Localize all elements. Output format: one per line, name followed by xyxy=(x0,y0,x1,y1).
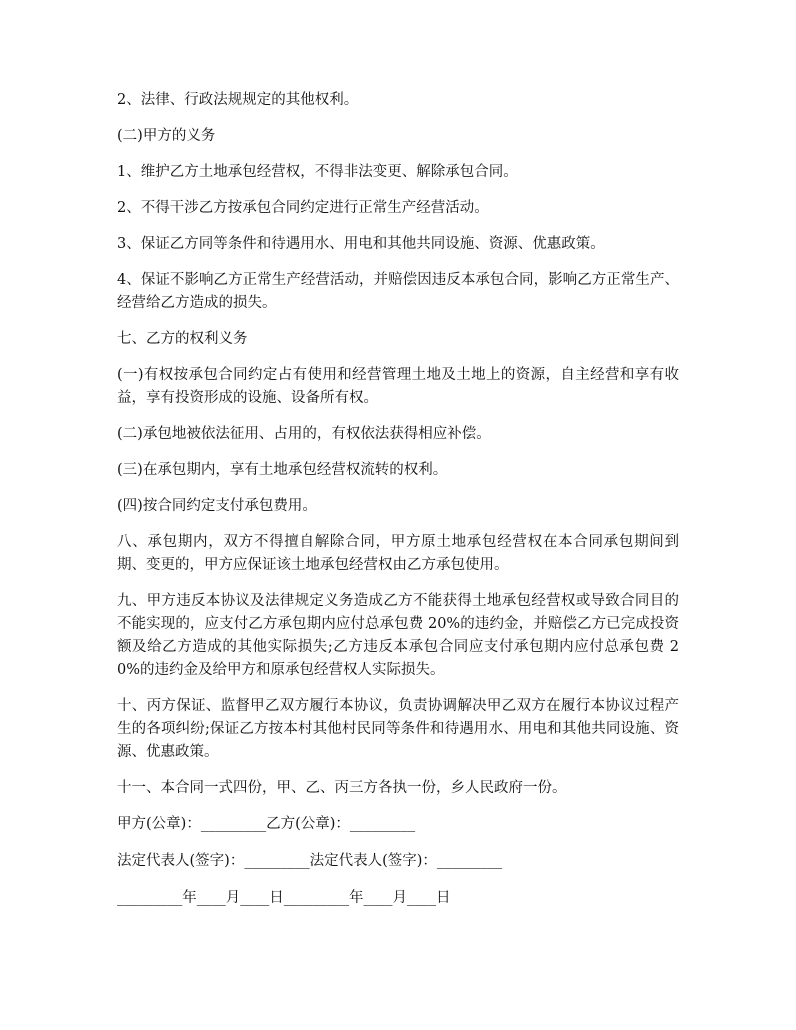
date-line: _________年____月____日_________年____月____日 xyxy=(117,890,451,906)
clause-paragraph: 4、保证不影响乙方正常生产经营活动，并赔偿因违反本承包合同，影响乙方正常生产、经营给乙方造成的损失。 xyxy=(117,272,679,311)
clause-paragraph: 2、法律、行政法规规定的其他权利。 xyxy=(117,92,359,108)
section-heading: 七、乙方的权利义务 xyxy=(117,331,248,347)
clause-paragraph: 2、不得干涉乙方按承包合同约定进行正常生产经营活动。 xyxy=(117,200,489,216)
clause-paragraph: (一)有权按承包合同约定占有使用和经营管理土地及土地上的资源，自主经营和享有收益，享有投资形成的设施、设备所有权。 xyxy=(117,367,679,406)
seal-line: 甲方(公章)：_________乙方(公章)：_________ xyxy=(117,816,416,832)
clause-paragraph: (二)承包地被依法征用、占用的，有权依法获得相应补偿。 xyxy=(117,426,491,442)
clause-heading: (二)甲方的义务 xyxy=(117,128,216,144)
clause-paragraph: (四)按合同约定支付承包费用。 xyxy=(117,498,317,514)
clause-paragraph: 1、维护乙方土地承包经营权，不得非法变更、解除承包合同。 xyxy=(117,164,518,180)
contract-body xyxy=(117,89,679,924)
section-paragraph: 十一、本合同一式四份，甲、乙、丙三方各执一份，乡人民政府一份。 xyxy=(117,780,567,796)
section-paragraph: 八、承包期内，双方不得擅自解除合同，甲方原土地承包经营权在本合同承包期间到期、变更的，甲方应保证该土地承包经营权由乙方承包使用。 xyxy=(117,534,679,573)
section-paragraph: 九、甲方违反本协议及法律规定义务造成乙方不能获得土地承包经营权或导致合同目的不能实现的，应支付乙方承包期内应付总承包费 20%的违约金，并赔偿乙方已完成投资额及给乙方造成的其他实际损失;乙方违反本承包合同应支付承包期内应付总承包费 20%的违约金及给甲方和原承包经营权人实际损失。 xyxy=(117,593,679,678)
representative-signature-line: 法定代表人(签字)：_________法定代表人(签字)：_________ xyxy=(117,853,503,869)
section-paragraph: 十、丙方保证、监督甲乙双方履行本协议，负责协调解决甲乙双方在履行本协议过程产生的各项纠纷;保证乙方按本村其他村民同等条件和待遇用水、用电和其他共同设施、资源、优惠政策。 xyxy=(117,698,679,760)
clause-paragraph: 3、保证乙方同等条件和待遇用水、用电和其他共同设施、资源、优惠政策。 xyxy=(117,236,605,252)
clause-paragraph: (三)在承包期内，享有土地承包经营权流转的权利。 xyxy=(117,462,448,478)
